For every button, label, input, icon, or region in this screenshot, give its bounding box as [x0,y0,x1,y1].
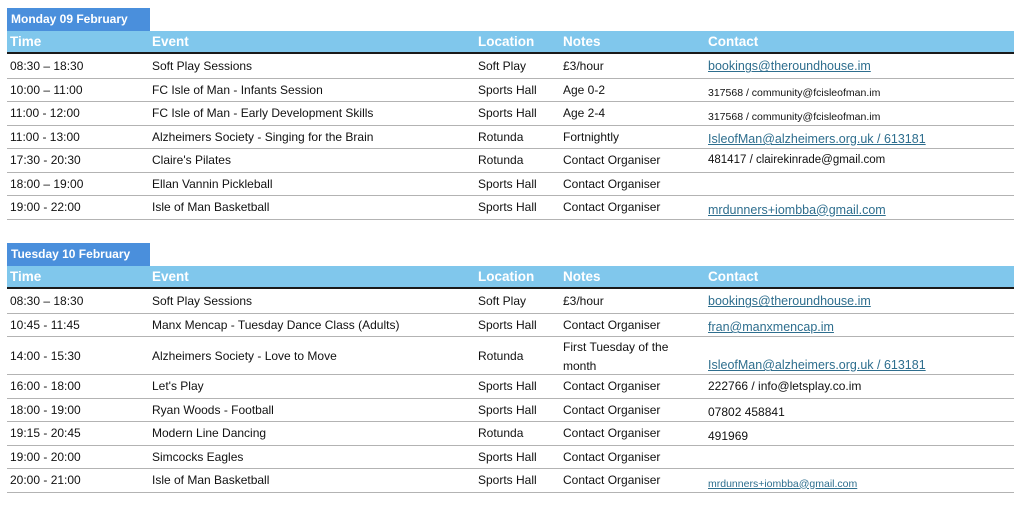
contact-email-link[interactable]: IsleofMan@alzheimers.org.uk / 613181 [708,358,926,372]
row-time: 18:00 - 19:00 [10,402,81,417]
contact-email-link[interactable]: mrdunners+iombba@gmail.com [708,477,858,490]
row-notes: Contact Organiser [563,176,661,191]
row-location: Sports Hall [478,176,537,191]
row-location: Sports Hall [478,82,537,97]
row-contact: 222766 / info@letsplay.co.im [708,379,862,394]
row-event: Simcocks Eagles [152,449,244,464]
row-time: 11:00 - 13:00 [10,129,80,144]
table-header [7,31,1014,54]
row-location: Rotunda [478,348,524,363]
row-notes: Contact Organiser [563,200,661,215]
row-contact: 491969 [708,428,749,443]
table-row [7,314,1014,338]
table-row [7,337,1014,375]
table-row [7,126,1014,150]
contact-email-link[interactable]: IsleofMan@alzheimers.org.uk / 613181 [708,132,926,146]
table-row [7,149,1014,173]
day-label: Monday 09 February [7,8,150,31]
row-contact: 317568 / community@fcisleofman.im [708,110,881,123]
row-event: Modern Line Dancing [152,426,267,441]
row-event: Manx Mencap - Tuesday Dance Class (Adults) [152,317,400,332]
row-time: 10:00 – 11:00 [10,82,83,97]
row-time: 19:00 - 20:00 [10,449,81,464]
table-row [7,446,1014,470]
row-event: Soft Play Sessions [152,294,253,309]
row-location: Sports Hall [478,449,537,464]
row-notes: Fortnightly [563,129,620,144]
table-row [7,196,1014,220]
row-event: Alzheimers Society - Singing for the Brain [152,129,374,144]
row-notes: £3/hour [563,294,604,309]
row-event: Ryan Woods - Football [152,402,274,417]
row-event: Alzheimers Society - Love to Move [152,348,337,363]
table-row [7,55,1014,79]
row-notes: Contact Organiser [563,402,661,417]
header-contact: Contact [708,269,759,284]
row-time: 16:00 - 18:00 [10,379,81,394]
row-event: Let's Play [152,379,204,394]
table-row [7,173,1014,197]
row-time: 20:00 - 21:00 [10,473,81,488]
row-event: Isle of Man Basketball [152,200,270,215]
row-time: 17:30 - 20:30 [10,153,81,168]
row-location: Rotunda [478,426,524,441]
header-event: Event [152,269,189,284]
row-event: Ellan Vannin Pickleball [152,176,273,191]
row-notes: Contact Organiser [563,153,661,168]
row-notes: £3/hour [563,59,604,74]
row-notes: Age 2-4 [563,106,606,121]
contact-email-link[interactable]: bookings@theroundhouse.im [708,294,871,309]
contact-email-link[interactable]: fran@manxmencap.im [708,320,834,334]
row-location: Sports Hall [478,317,537,332]
row-location: Soft Play [478,294,527,309]
header-event: Event [152,34,189,49]
header-time: Time [10,34,42,49]
row-time: 14:00 - 15:30 [10,348,81,363]
row-event: FC Isle of Man - Infants Session [152,82,323,97]
row-location: Sports Hall [478,200,537,215]
row-location: Sports Hall [478,402,537,417]
row-location: Sports Hall [478,106,537,121]
row-time: 18:00 – 19:00 [10,176,84,191]
row-contact: 317568 / community@fcisleofman.im [708,87,881,99]
table-row [7,399,1014,423]
row-location: Rotunda [478,153,524,168]
row-time: 11:00 - 12:00 [10,106,80,121]
row-location: Soft Play [478,59,527,74]
row-location: Sports Hall [478,379,537,394]
table-row [7,102,1014,126]
row-time: 19:15 - 20:45 [10,426,81,441]
table-row [7,375,1014,399]
row-notes: Contact Organiser [563,449,661,464]
header-time: Time [10,269,42,284]
row-time: 08:30 – 18:30 [10,294,84,309]
row-event: FC Isle of Man - Early Development Skills [152,106,374,121]
row-notes: Contact Organiser [563,317,661,332]
row-notes: Contact Organiser [563,473,661,488]
header-contact: Contact [708,34,759,49]
row-notes: Contact Organiser [563,426,661,441]
row-time: 10:45 - 11:45 [10,317,80,332]
contact-email-link[interactable]: mrdunners+iombba@gmail.com [708,202,886,217]
day-label: Tuesday 10 February [7,243,150,266]
header-location: Location [478,269,535,284]
row-event: Claire's Pilates [152,153,231,168]
row-notes: Contact Organiser [563,379,661,394]
row-contact: 07802 458841 [708,405,785,419]
table-row [7,469,1014,493]
row-time: 19:00 - 22:00 [10,200,81,215]
header-notes: Notes [563,269,601,284]
row-location: Rotunda [478,129,524,144]
row-location: Sports Hall [478,473,537,488]
row-event: Soft Play Sessions [152,59,253,74]
contact-email-link[interactable]: bookings@theroundhouse.im [708,59,871,74]
row-event: Isle of Man Basketball [152,473,270,488]
header-location: Location [478,34,535,49]
table-row [7,422,1014,446]
row-time: 08:30 – 18:30 [10,59,84,74]
table-header [7,266,1014,289]
table-row [7,290,1014,314]
row-contact: 481417 / clairekinrade@gmail.com [708,154,886,167]
header-notes: Notes [563,34,601,49]
row-notes: First Tuesday of the month [563,340,669,373]
row-notes: Age 0-2 [563,82,606,97]
table-row [7,79,1014,103]
